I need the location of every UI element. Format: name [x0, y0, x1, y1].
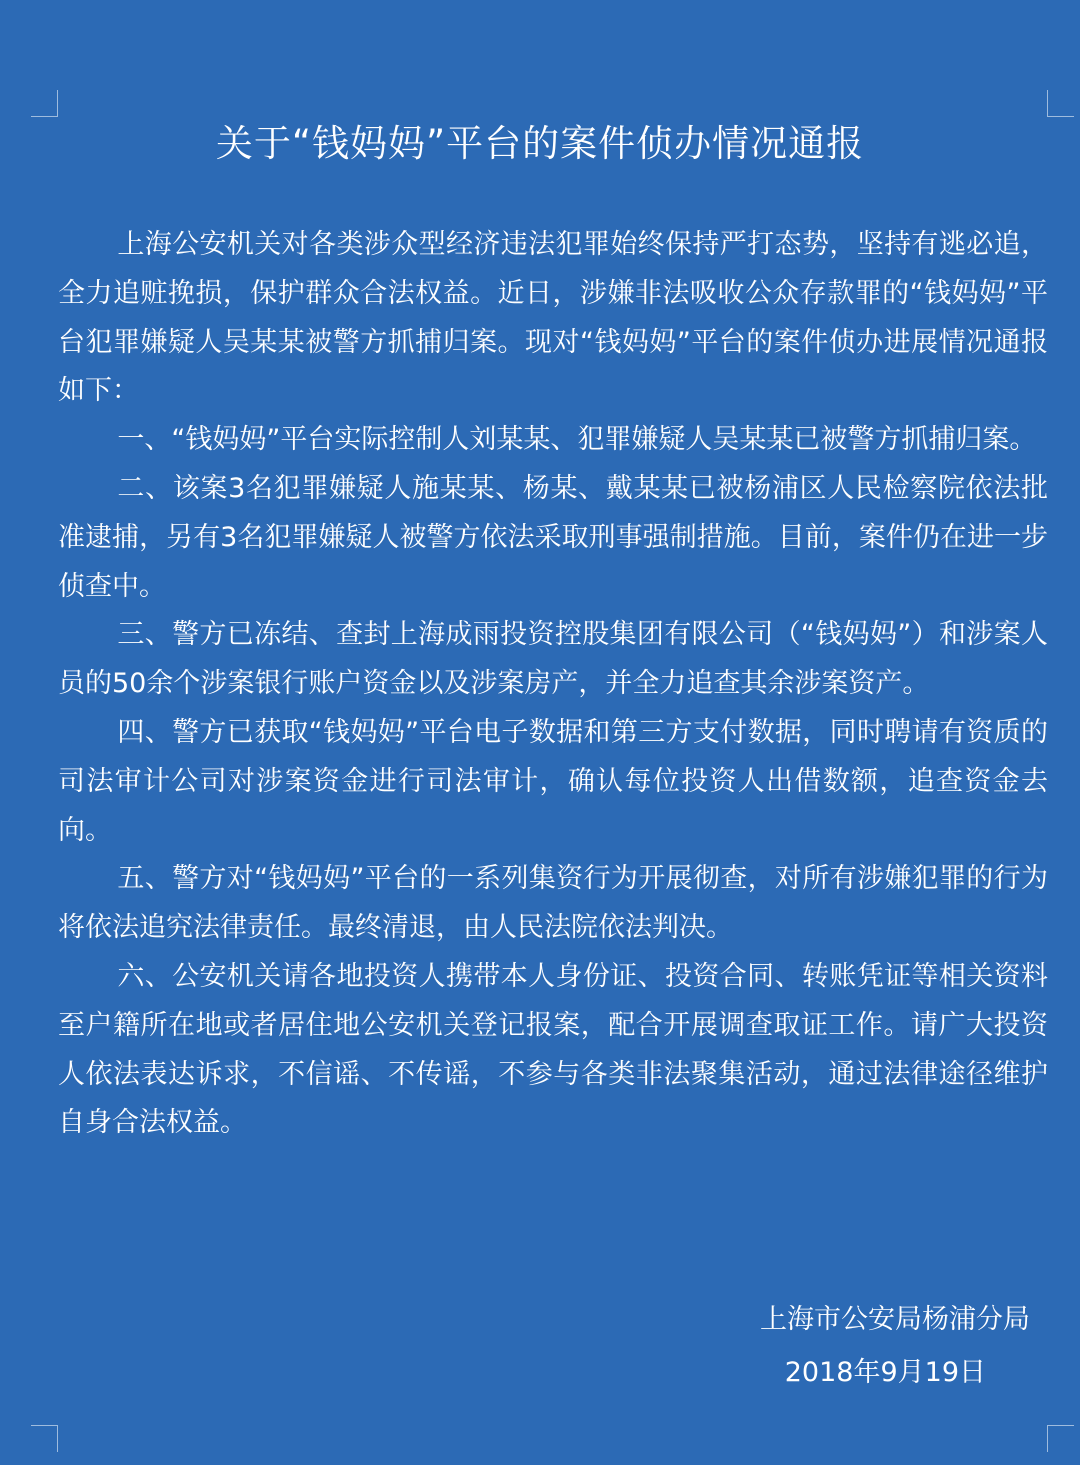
paragraph-intro: 上海公安机关对各类涉众型经济违法犯罪始终保持严打态势，坚持有逃必追，全力追赃挽损，保护群众合法权益。近日，涉嫌非法吸收公众存款罪的“钱妈妈”平台犯罪嫌疑人吴某某被警方抓捕归案。现对“钱妈妈”平台的案件侦办进展情况通报如下： [58, 229, 1048, 407]
signature-block [700, 1296, 1030, 1397]
paragraph-item-4: 四、警方已获取“钱妈妈”平台电子数据和第三方支付数据，同时聘请有资质的司法审计公司对涉案资金进行司法审计，确认每位投资人出借数额，追查资金去向。 [58, 716, 1048, 846]
issuer-name: 上海市公安局杨浦分局 [760, 1304, 1030, 1335]
corner-mark-bottom-right [1047, 1425, 1074, 1452]
issue-date: 2018年9月19日 [784, 1357, 986, 1388]
paragraph-item-5: 五、警方对“钱妈妈”平台的一系列集资行为开展彻查，对所有涉嫌犯罪的行为将依法追究法律责任。最终清退，由人民法院依法判决。 [58, 863, 1048, 944]
corner-mark-top-left [31, 90, 58, 117]
corner-mark-bottom-left [31, 1425, 58, 1452]
notice-body [58, 221, 1048, 1148]
paragraph-item-3: 三、警方已冻结、查封上海成雨投资控股集团有限公司（“钱妈妈”）和涉案人员的50余个涉案银行账户资金以及涉案房产，并全力追查其余涉案资产。 [58, 619, 1048, 700]
corner-mark-top-right [1047, 90, 1074, 117]
paragraph-item-1: 一、“钱妈妈”平台实际控制人刘某某、犯罪嫌疑人吴某某已被警方抓捕归案。 [117, 424, 1037, 456]
paragraph-item-2: 二、该案3名犯罪嫌疑人施某某、杨某、戴某某已被杨浦区人民检察院依法批准逮捕，另有3名犯罪嫌疑人被警方依法采取刑事强制措施。目前，案件仍在进一步侦查中。 [58, 472, 1048, 602]
paragraph-item-6: 六、公安机关请各地投资人携带本人身份证、投资合同、转账凭证等相关资料至户籍所在地或者居住地公安机关登记报案，配合开展调查取证工作。请广大投资人依法表达诉求，不信谣、不传谣，不参与各类非法聚集活动，通过法律途径维护自身合法权益。 [58, 960, 1048, 1139]
notice-title: 关于“钱妈妈”平台的案件侦办情况通报 [215, 122, 865, 165]
